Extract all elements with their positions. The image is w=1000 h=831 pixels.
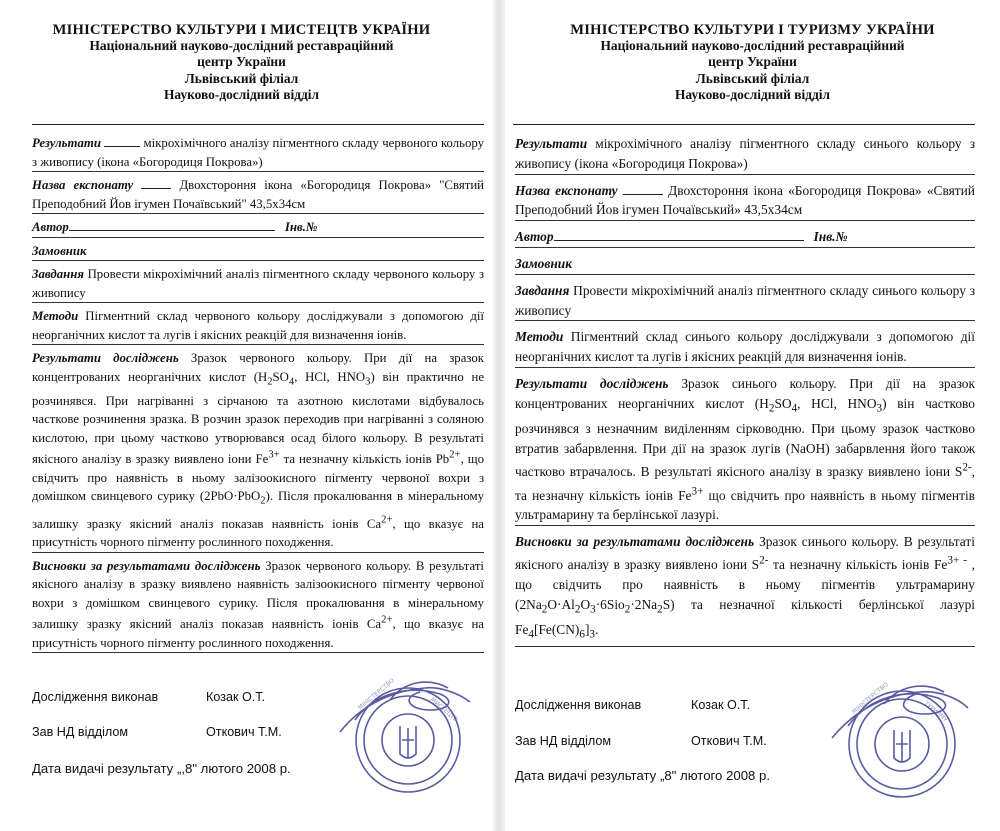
ministry-title: МІНІСТЕРСТВО КУЛЬТУРИ І ТУРИЗМУ УКРАЇНИ <box>570 22 935 38</box>
institution-stamp <box>330 670 485 800</box>
conclusions-label: Висновки за результатами досліджень <box>32 558 261 573</box>
methods-text: Пігментний склад червоного кольору досліджували з допомогою дії неорганічних кислот та лугів і якісних реакцій для визначення іонів. <box>32 309 484 342</box>
research-field <box>32 349 484 553</box>
svg-text:МІНІСТЕРСТВО: МІНІСТЕРСТВО <box>850 681 890 716</box>
right-page <box>505 0 1000 831</box>
branch-title: Львівський філіал <box>695 70 810 86</box>
header-rule <box>32 124 484 125</box>
task-text: Провести мікрохімічний аналіз пігментного складу синього кольору з живопису <box>515 282 975 318</box>
conclusions-label: Висновки за результатами досліджень <box>515 534 755 550</box>
author-label: Автор <box>32 220 69 234</box>
center-title-line2: центр України <box>708 54 797 70</box>
conclusions-text: Зразок червоного кольору. В результаті якісного аналізу в зразку виявлено наявність залізоокисного пігменту червоної вохри з домішком свинцевого сурику. Після прокалювання в мінеральному залишку зразку якісний аналіз показав наявність іонів $Ca^{2+}$, що вказує на присутність чорного пігменту рослинного походження. <box>32 558 484 650</box>
research-text: Зразок червоного кольору. При дії на зразок концентрованих неорганічних кислот ($H_2SO_4$, HCl, $HNO_3$) він практично не розчинявся. При нагріванні з сірчаною та азотною кислотами відбувалось часткове розчинення зразка. В розчин зразок переходив при нагріванні з соляною кислотою, при цьому частково утворювався осад білого кольору. В результаті якісного аналізу в зразку виявлено іони $Fe^{3+}$ та незначну кількість іонів $Pb^{2+}$, що свідчить про наявність в ньому залізоокисного пігменту червоної вохри з домішком свинцевого сурику (2PbO·PbO$_2$). Після прокалювання в мінеральному залишку зразку якісний аналіз показав наявність іонів $Ca^{2+}$, що вказує на присутність чорного пігменту рослинного походження. <box>32 351 485 550</box>
methods-label: Методи <box>32 309 79 323</box>
dept-title: Науково-дослідний відділ <box>164 86 319 102</box>
right-header <box>505 0 1000 103</box>
exhibit-text: Двохстороння ікона «Богородиця Покрова» «Святий Преподобний Йов ігумен Почаївський» 43,5х34см <box>515 182 975 218</box>
research-label: Результати досліджень <box>32 351 179 365</box>
svg-text:МІНІСТЕРСТВО: МІНІСТЕРСТВО <box>356 677 396 712</box>
methods-text: Пігментний склад синього кольору досліджували з допомогою дії неорганічних кислот та лугів і якісних реакцій для визначення іонів. <box>515 329 975 365</box>
task-text: Провести мікрохімічний аналіз пігментного складу червоного кольору з живопису <box>32 267 484 300</box>
center-title-line1: Національний науково-дослідний реставраційний <box>600 38 905 54</box>
left-page <box>0 0 493 831</box>
results-text: мікрохімічного аналізу пігментного складу синього кольору з живопису (ікона «Богородиця Покрова») <box>515 136 975 171</box>
conclusions-field <box>515 532 975 647</box>
author-field <box>32 218 484 238</box>
done-by-name: Козак О.Т. <box>206 690 266 704</box>
left-report-body <box>32 134 484 657</box>
exhibit-field <box>32 176 484 214</box>
exhibit-field <box>515 181 975 222</box>
center-title-line2: центр України <box>197 54 286 70</box>
task-label: Завдання <box>32 267 84 281</box>
branch-title: Львівський філіал <box>184 70 299 86</box>
client-field <box>32 242 484 262</box>
done-by-label: Дослідження виконав <box>32 690 159 704</box>
done-by-name: Козак О.Т. <box>691 698 751 712</box>
author-label: Автор <box>515 229 554 245</box>
conclusions-field <box>32 557 484 654</box>
head-label: Зав НД відділом <box>32 725 129 739</box>
right-report-body <box>515 134 975 653</box>
author-field <box>515 227 975 248</box>
inventory-label: Інв.№ <box>813 229 848 245</box>
issue-date: Дата видачі результату „8" лютого 2008 р. <box>515 768 771 783</box>
methods-field <box>32 307 484 345</box>
header-rule <box>513 124 975 125</box>
results-text: мікрохімічного аналізу пігментного складу червоного кольору з живопису (ікона «Богородиця Покрова») <box>32 136 485 169</box>
exhibit-text: Двохстороння ікона «Богородиця Покрова» "Святий Преподобний Йов ігумен Почаївський" 43,5х34см <box>32 178 485 211</box>
methods-label: Методи <box>515 329 564 345</box>
ministry-title: МІНІСТЕРСТВО КУЛЬТУРИ І МИСТЕЦТВ УКРАЇНИ <box>52 22 431 38</box>
exhibit-label: Назва експонату <box>515 182 618 198</box>
svg-text:ТУРИЗМУ: ТУРИЗМУ <box>922 700 949 724</box>
center-title-line1: Національний науково-дослідний реставраційний <box>89 38 394 54</box>
task-field <box>32 265 484 303</box>
research-field <box>515 374 975 526</box>
done-by-label: Дослідження виконав <box>515 698 642 712</box>
dept-title: Науково-дослідний відділ <box>675 86 830 102</box>
client-label: Замовник <box>515 255 573 271</box>
head-name: Откович Т.М. <box>691 734 767 748</box>
results-label: Результати <box>515 136 588 151</box>
exhibit-label: Назва експонату <box>32 178 134 192</box>
research-label: Результати досліджень <box>515 375 669 391</box>
issue-date: Дата видачі результату „,8" лютого 2008 р. <box>32 761 291 776</box>
task-label: Завдання <box>515 282 570 298</box>
client-field <box>515 254 975 275</box>
methods-field <box>515 327 975 368</box>
task-field <box>515 281 975 322</box>
conclusions-text: Зразок синього кольору. В результаті якісного аналізу в зразку виявлено іони $S^{2-}$ та незначну кількість іонів $Fe^{3+ -}$ , що свідчить про наявність в ньому пігментів ультрамарину $(2Na_2O\cdot Al_2O_3\cdot 6Sio_2\cdot 2Na_2S)$ та незначної кількості берлінської лазурі $Fe_4[Fe(CN)_6]_3$. <box>515 534 976 642</box>
head-name: Откович Т.М. <box>206 725 282 739</box>
inventory-label: Інв.№ <box>284 220 318 234</box>
svg-text:МИСТЕЦТВ: МИСТЕЦТВ <box>428 696 460 724</box>
institution-stamp <box>820 672 980 804</box>
results-field <box>515 134 975 175</box>
research-text: Зразок синього кольору. При дії на зразок концентрованих неорганічних кислот ($H_2SO_4$, HCl, $HNO_3$) він частково розчинявся з незначним виділенням сірководню. При цьому зразок частково втратив забарвлення. При дії на зразок лугів (NaOH) забарвлення його також частково втрачалось. В результаті якісного аналізу в зразку виявлено іони $S^{2-}$, та незначну кількість іонів $Fe^{3+}$ що свідчить про наявність в ньому пігментів ультрамарину та берлінської лазурі. <box>515 375 975 523</box>
results-field <box>32 134 484 172</box>
left-header <box>0 0 493 103</box>
head-label: Зав НД відділом <box>515 734 612 748</box>
results-label: Результати <box>32 136 101 150</box>
page-gutter <box>493 0 505 831</box>
client-label: Замовник <box>32 243 87 258</box>
